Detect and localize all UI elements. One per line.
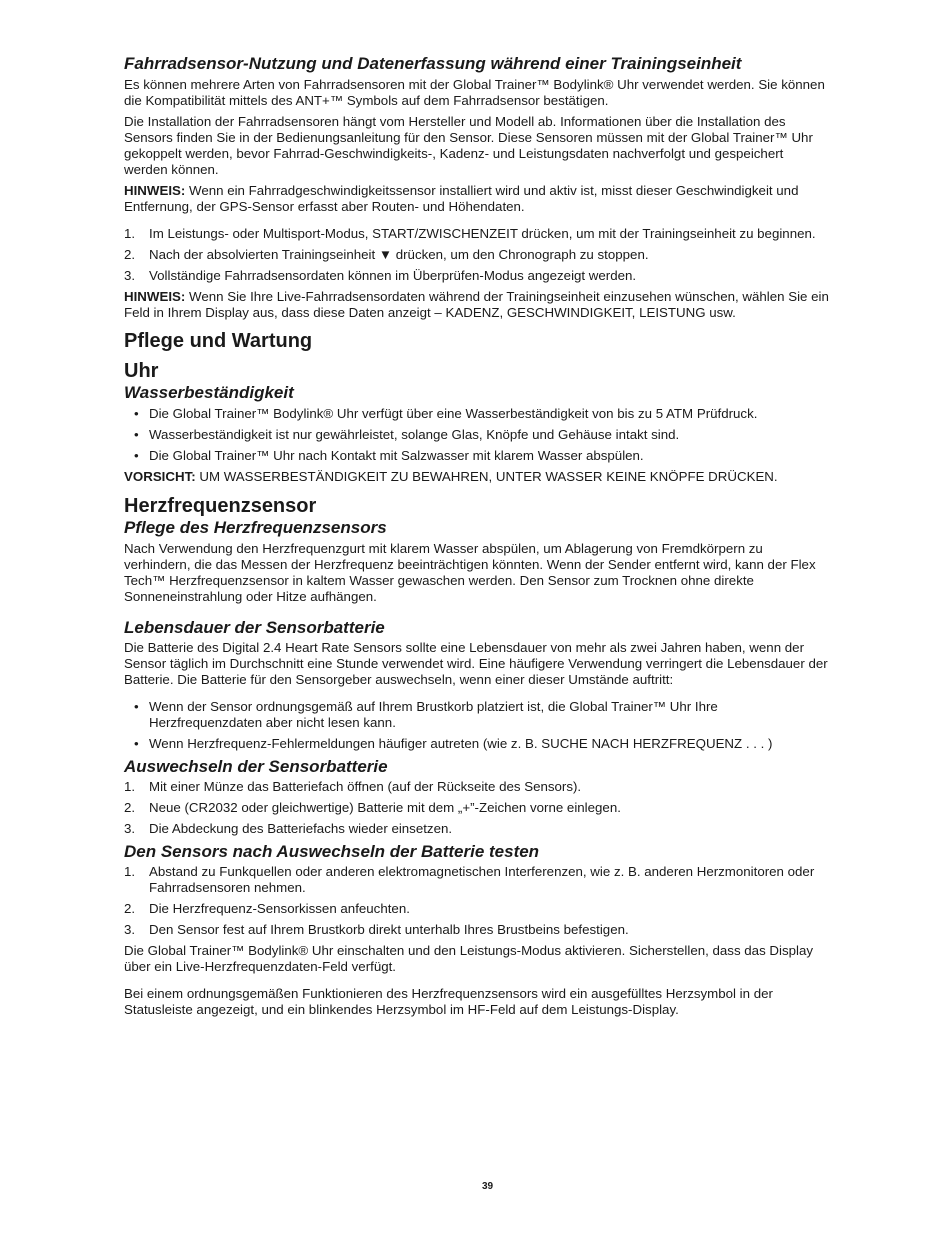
note-speed-sensor — [124, 183, 830, 215]
water-resistance-bullets — [124, 406, 830, 464]
list-item — [124, 922, 830, 938]
step-number: 2. — [124, 901, 136, 916]
list-item — [124, 268, 830, 284]
page-number: 39 — [481, 1181, 494, 1192]
section-heading-hr-sensor: Herzfrequenzsensor — [124, 495, 317, 517]
list-item — [124, 226, 830, 242]
paragraph-test-activate: Die Global Trainer™ Bodylink® Uhr einschalten und den Leistungs-Modus aktivieren. Sicherstellen, dass das Display über ein Live-Herzfrequenzdaten-Feld verfügt. — [124, 943, 814, 974]
step-text: Nach der absolvierten Trainingseinheit ▼ drücken, um den Chronograph zu stoppen. — [149, 247, 649, 262]
step-number: 3. — [124, 922, 136, 937]
bullet-text: Wenn der Sensor ordnungsgemäß auf Ihrem Brustkorb platziert ist, die Global Trainer™ Uhr Ihre Herzfrequenzdaten aber nicht lesen kann. — [149, 699, 718, 730]
bullet-icon: • — [134, 736, 139, 751]
step-text: Den Sensor fest auf Ihrem Brustkorb direkt unterhalb Ihres Brustbeins befestigen. — [149, 922, 629, 937]
note-label: HINWEIS: — [124, 183, 186, 198]
list-item — [124, 448, 830, 464]
subheading-hr-care: Pflege des Herzfrequenzsensors — [124, 518, 387, 537]
bullet-icon: • — [134, 406, 139, 421]
subheading-replace-battery: Auswechseln der Sensorbatterie — [124, 757, 388, 776]
list-item — [124, 864, 830, 896]
test-sensor-steps — [124, 864, 830, 938]
replace-battery-steps — [124, 779, 830, 837]
step-number: 1. — [124, 864, 136, 879]
list-item — [124, 800, 830, 816]
note-live-data — [124, 289, 830, 321]
list-item — [124, 821, 830, 837]
bike-sensor-steps — [124, 226, 830, 284]
step-number: 1. — [124, 779, 136, 794]
step-text: Die Abdeckung des Batteriefachs wieder einsetzen. — [149, 821, 453, 836]
subheading-test-sensor: Den Sensors nach Auswechseln der Batterie testen — [124, 842, 540, 861]
step-number: 2. — [124, 800, 136, 815]
paragraph-battery-life: Die Batterie des Digital 2.4 Heart Rate Sensors sollte eine Lebensdauer von mehr als zwei Jahren haben, wenn der Sensor täglich im Durchschnitt eine Stunde verwendet wird. Eine häufigere Verwendung verringert die Lebensdauer der Batterie. Die Batterie für den Sensorgeber auswechseln, wenn einer dieser Umstände auftritt: — [124, 640, 828, 687]
step-text: Mit einer Münze das Batteriefach öffnen (auf der Rückseite des Sensors). — [149, 779, 582, 794]
paragraph-bike-sensor-install: Die Installation der Fahrradsensoren hängt vom Hersteller und Modell ab. Informationen über die Installation des Sensors finden Sie in der Bedienungsanleitung für den Sensor. Diese Sensoren müssen mit der Global Trainer™ Uhr gekoppelt werden, bevor Fahrrad-Geschwindigkeits-, Kadenz- und Leistungsdaten nachverfolgt und gespeichert werden können. — [124, 114, 813, 177]
caution-text: UM WASSERBESTÄNDIGKEIT ZU BEWAHREN, UNTER WASSER KEINE KNÖPFE DRÜCKEN. — [195, 469, 778, 484]
bullet-text: Die Global Trainer™ Bodylink® Uhr verfügt über eine Wasserbeständigkeit von bis zu 5 ATM Prüfdruck. — [149, 406, 758, 421]
step-text: Abstand zu Funkquellen oder anderen elektromagnetischen Interferenzen, wie z. B. anderen Herzmonitoren oder Fahrradsensoren nehmen. — [149, 864, 815, 895]
note-label: HINWEIS: — [124, 289, 186, 304]
bullet-icon: • — [134, 427, 139, 442]
list-item — [124, 699, 830, 731]
paragraph-test-result: Bei einem ordnungsgemäßen Funktionieren des Herzfrequenzsensors wird ein ausgefülltes Herzsymbol in der Statusleiste angezeigt, und ein blinkendes Herzsymbol im HF-Feld auf dem Leistungs-Display. — [124, 986, 773, 1017]
step-number: 2. — [124, 247, 136, 262]
caution-note — [124, 469, 830, 485]
step-number: 3. — [124, 268, 136, 283]
bullet-text: Wasserbeständigkeit ist nur gewährleistet, solange Glas, Knöpfe und Gehäuse intakt sind. — [149, 427, 680, 442]
bullet-icon: • — [134, 699, 139, 714]
subheading-watch: Uhr — [124, 360, 159, 382]
list-item — [124, 779, 830, 795]
paragraph-bike-sensor-types: Es können mehrere Arten von Fahrradsensoren mit der Global Trainer™ Bodylink® Uhr verwendet werden. Sie können die Kompatibilität mittels des ANT+™ Symbols auf dem Fahrradsensor bestätigen. — [124, 77, 825, 108]
bullet-icon: • — [134, 448, 139, 463]
step-number: 3. — [124, 821, 136, 836]
list-item — [124, 247, 830, 263]
step-text: Im Leistungs- oder Multisport-Modus, START/ZWISCHENZEIT drücken, um mit der Trainingseinheit zu beginnen. — [149, 226, 816, 241]
step-text: Die Herzfrequenz-Sensorkissen anfeuchten. — [149, 901, 410, 916]
section-heading-care: Pflege und Wartung — [124, 330, 313, 352]
document-page — [124, 54, 830, 1023]
step-text: Vollständige Fahrradsensordaten können im Überprüfen-Modus angezeigt werden. — [149, 268, 637, 283]
paragraph-hr-care: Nach Verwendung den Herzfrequenzgurt mit klarem Wasser abspülen, um Ablagerung von Fremdkörpern zu verhindern, die das Messen der Herzfrequenz beeinträchtigen könnten. Wenn der Sender entfernt wird, kann der Flex Tech™ Herzfrequenzsensor in kaltem Wasser gewaschen werden. Den Sensor zum Trocknen ohne direkte Sonneneinstrahlung oder Hitze aufhängen. — [124, 541, 816, 604]
note-text: Wenn Sie Ihre Live-Fahrradsensordaten während der Trainingseinheit einzusehen wünschen, wählen Sie ein Feld in Ihrem Display aus, dass diese Daten anzeigt – KADENZ, GESCHWINDIGKEIT, LEISTUNG usw. — [124, 289, 829, 320]
subheading-water-resistance: Wasserbeständigkeit — [124, 383, 294, 402]
subheading-battery-life: Lebensdauer der Sensorbatterie — [124, 618, 385, 637]
step-text: Neue (CR2032 oder gleichwertige) Batterie mit dem „+”-Zeichen vorne einlegen. — [149, 800, 621, 815]
bullet-text: Die Global Trainer™ Uhr nach Kontakt mit Salzwasser mit klarem Wasser abspülen. — [149, 448, 644, 463]
step-number: 1. — [124, 226, 136, 241]
list-item — [124, 427, 830, 443]
battery-bullets — [124, 699, 830, 752]
list-item — [124, 406, 830, 422]
list-item — [124, 901, 830, 917]
caution-label: VORSICHT: — [124, 469, 196, 484]
bullet-text: Wenn Herzfrequenz-Fehlermeldungen häufiger autreten (wie z. B. SUCHE NACH HERZFREQUENZ . . . ) — [149, 736, 773, 751]
section-heading-bike-sensor: Fahrradsensor-Nutzung und Datenerfassung während einer Trainingseinheit — [124, 54, 742, 73]
note-text: Wenn ein Fahrradgeschwindigkeitssensor installiert wird und aktiv ist, misst dieser Geschwindigkeit und Entfernung, der GPS-Sensor erfasst aber Routen- und Höhendaten. — [124, 183, 799, 214]
list-item — [124, 736, 830, 752]
